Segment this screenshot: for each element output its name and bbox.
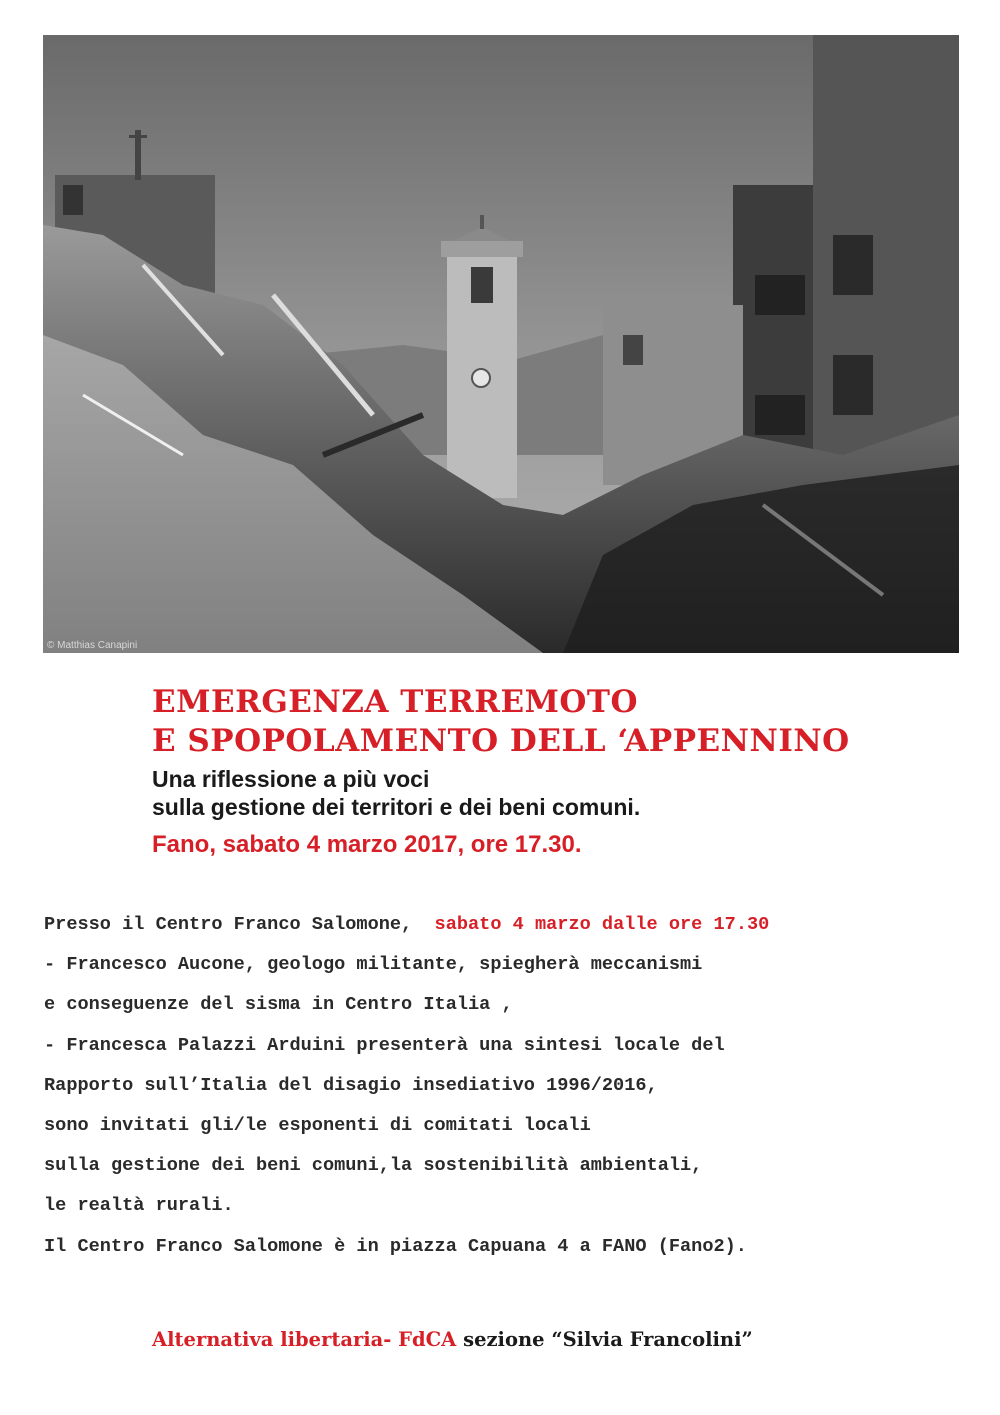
photo-credit: © Matthias Canapini xyxy=(47,640,138,651)
body-intro-line xyxy=(44,905,974,945)
headline-line-2: E SPOPOLAMENTO DELL ‘APPENNINO xyxy=(152,723,850,759)
body-line: - Francesca Palazzi Arduini presenterà una sintesi locale del xyxy=(44,1034,725,1056)
headline-line-1: EMERGENZA TERREMOTO xyxy=(152,684,638,720)
body-line: Rapporto sull’Italia del disagio insediativo 1996/2016, xyxy=(44,1074,658,1096)
subtitle xyxy=(152,765,640,821)
body-line: e conseguenze del sisma in Centro Italia , xyxy=(44,994,513,1016)
body-line: le realtà rurali. xyxy=(44,1195,234,1217)
event-date-line: Fano, sabato 4 marzo 2017, ore 17.30. xyxy=(152,831,582,858)
subtitle-line-2: sulla gestione dei territori e dei beni comuni. xyxy=(152,794,641,820)
footer-signature xyxy=(152,1326,753,1354)
body-line: sono invitati gli/le esponenti di comitati locali xyxy=(44,1115,591,1137)
body-line: sulla gestione dei beni comuni,la sostenibilità ambientali, xyxy=(44,1155,703,1177)
ruined-town-illustration xyxy=(43,35,959,653)
intro-text: Presso il Centro Franco Salomone, xyxy=(44,914,435,935)
body-line: Il Centro Franco Salomone è in piazza Capuana 4 a FANO (Fano2). xyxy=(44,1235,747,1257)
footer-section: sezione “Silvia Francolini” xyxy=(456,1328,753,1351)
intro-highlight: sabato 4 marzo dalle ore 17.30 xyxy=(434,914,770,935)
earthquake-photo xyxy=(43,35,959,653)
subtitle-line-1: Una riflessione a più voci xyxy=(152,766,430,792)
body-text xyxy=(44,905,974,1267)
body-line: - Francesco Aucone, geologo militante, spiegherà meccanismi xyxy=(44,954,703,976)
headline xyxy=(152,683,850,761)
footer-org: Alternativa libertaria- FdCA xyxy=(152,1328,457,1351)
